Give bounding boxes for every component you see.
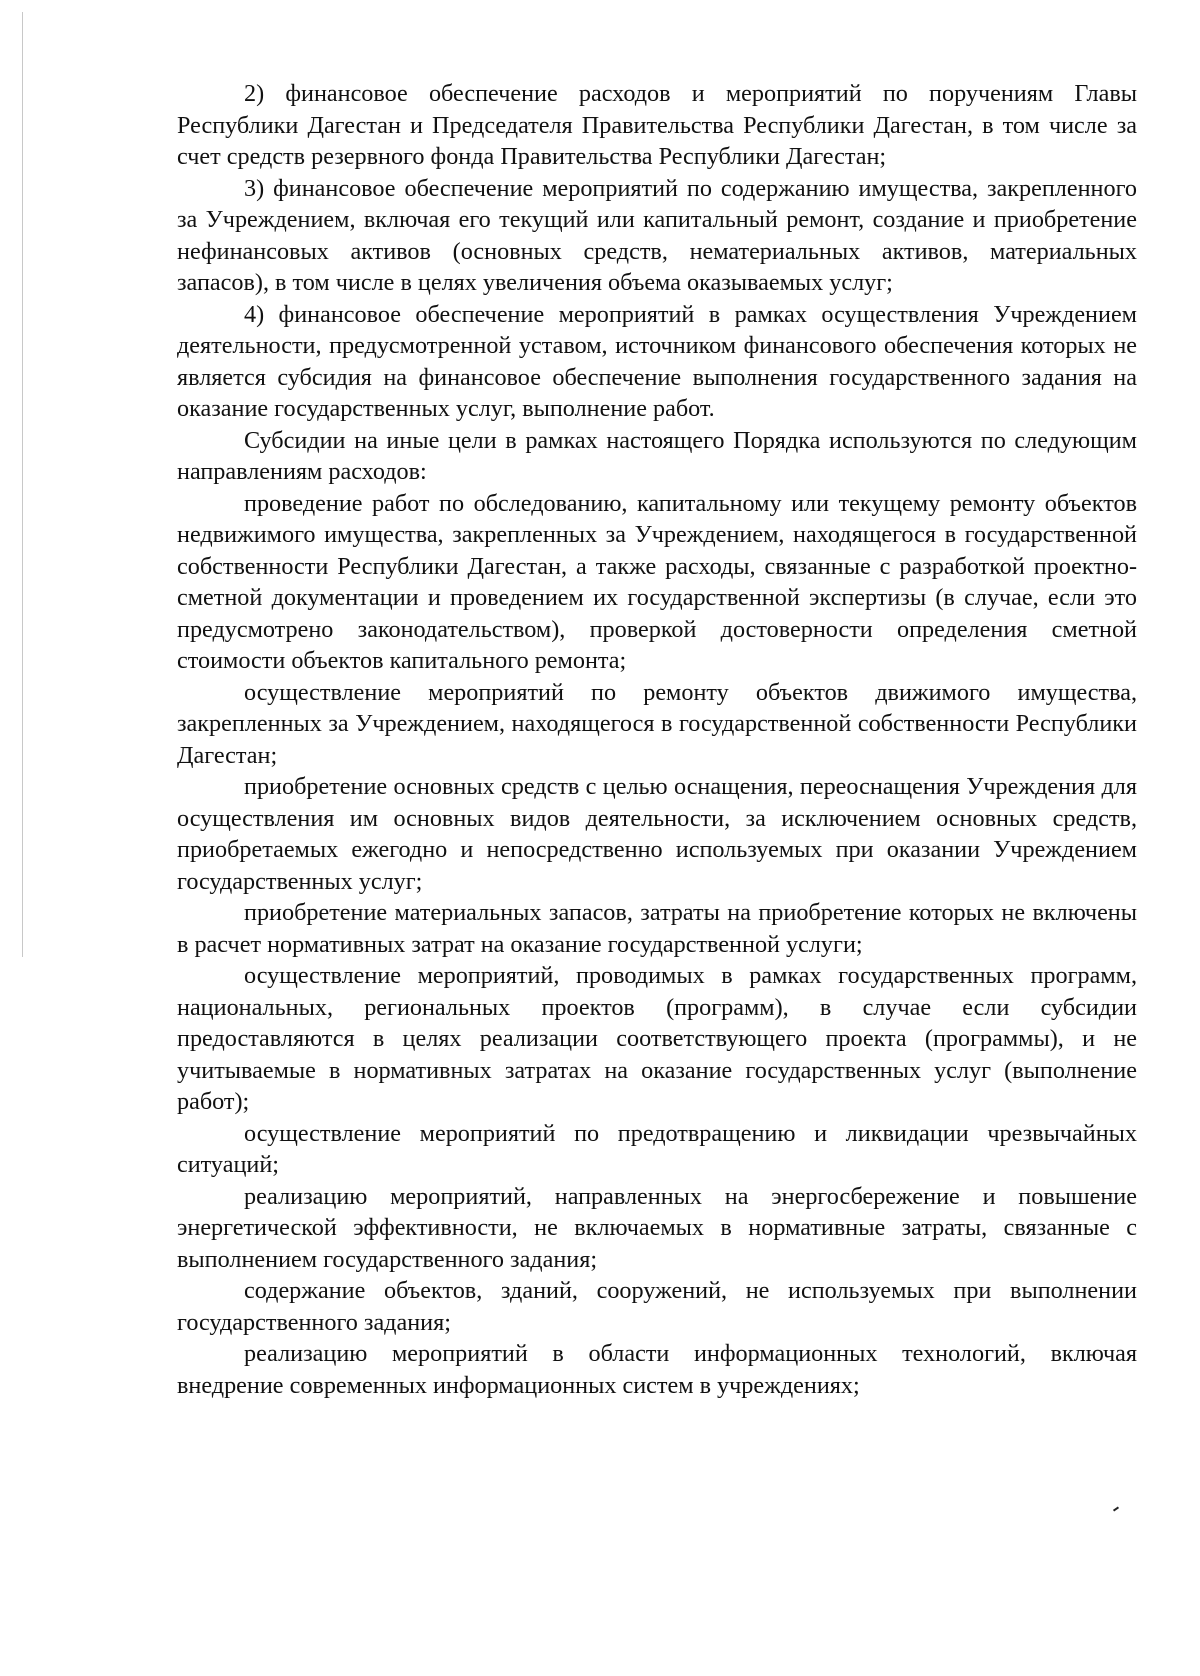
paragraph-item-2: 2) финансовое обеспечение расходов и мероприятий по поручениям Главы Республики Дагестан и Председателя Правительства Республики Дагестан, в том числе за счет средств резервного фонда Правительства Республики Дагестан; [177, 80, 1137, 170]
paragraph-direction-repair-movable: осуществление мероприятий по ремонту объектов движимого имущества, закрепленных за Учреждением, находящегося в государственной собственности Республики Дагестан; [177, 678, 1137, 769]
paragraph-direction-repair-real-estate: проведение работ по обследованию, капитальному или текущему ремонту объектов недвижимого имущества, закрепленных за Учреждением, находящегося в государственной собственности Республики Дагестан, а также расходы, связанные с разработкой проектно-сметной документации и проведением их государственной экспертизы (в случае, если это предусмотрено законодательством), проверкой достоверности определения сметной стоимости объектов капитального ремонта; [177, 489, 1137, 674]
scan-speck-mark [1113, 1506, 1119, 1511]
paragraph-item-3: 3) финансовое обеспечение мероприятий по содержанию имущества, закрепленного за Учреждением, включая его текущий или капитальный ремонт, создание и приобретение нефинансовых активов (основных средств, нематериальных активов, материальных запасов), в том числе в целях увеличения объема оказываемых услуг; [177, 174, 1137, 296]
paragraph-subsidies-intro: Субсидии на иные цели в рамках настоящего Порядка используются по следующим направлениям расходов: [177, 426, 1137, 485]
paragraph-direction-it: реализацию мероприятий в области информационных технологий, включая внедрение современных информационных систем в учреждениях; [177, 1340, 1137, 1399]
paragraph-item-4: 4) финансовое обеспечение мероприятий в рамках осуществления Учреждением деятельности, предусмотренной уставом, источником финансового обеспечения которых не является субсидия на финансовое обеспечение выполнения государственного задания на оказание государственных услуг, выполнение работ. [177, 300, 1137, 422]
paragraph-direction-material-stocks: приобретение материальных запасов, затраты на приобретение которых не включены в расчет нормативных затрат на оказание государственной услуги; [177, 899, 1137, 958]
paragraph-direction-state-programs: осуществление мероприятий, проводимых в рамках государственных программ, национальных, региональных проектов (программ), в случае если субсидии предоставляются в целях реализации соответствующего проекта (программы), и не учитываемые в нормативных затратах на оказание государственных услуг (выполнение работ); [177, 962, 1137, 1115]
document-body [177, 78, 1137, 1401]
paragraph-direction-unused-objects: содержание объектов, зданий, сооружений, не используемых при выполнении государственного задания; [177, 1277, 1137, 1336]
paragraph-direction-energy-saving: реализацию мероприятий, направленных на энергосбережение и повышение энергетической эффективности, не включаемых в нормативные затраты, связанные с выполнением государственного задания; [177, 1182, 1137, 1273]
paragraph-direction-fixed-assets: приобретение основных средств с целью оснащения, переоснащения Учреждения для осуществления им основных видов деятельности, за исключением основных средств, приобретаемых ежегодно и непосредственно используемых при оказании Учреждением государственных услуг; [177, 773, 1137, 895]
scan-edge-line [22, 12, 23, 957]
paragraph-direction-emergencies: осуществление мероприятий по предотвращению и ликвидации чрезвычайных ситуаций; [177, 1119, 1137, 1178]
